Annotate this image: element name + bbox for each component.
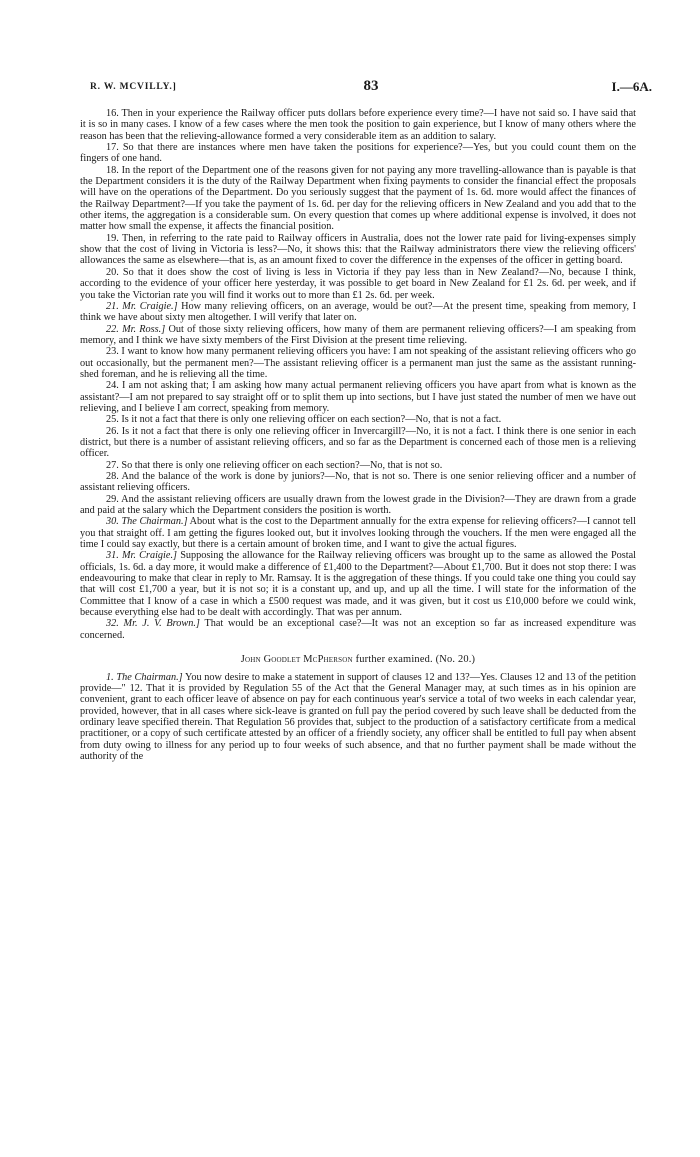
testimony-paragraph bbox=[80, 471, 636, 494]
testimony-paragraph bbox=[80, 380, 636, 414]
paragraph-text: 28. And the balance of the work is done by juniors?—No, that is not so. There is one senior relieving officer and a number of assistant relieving officers. bbox=[80, 471, 636, 494]
paragraph-text: 25. Is it not a fact that there is only one relieving officer on each section?—No, that is not a fact. bbox=[106, 414, 502, 426]
speaker-lead: 1. The Chairman.] bbox=[106, 671, 183, 683]
testimony-paragraph bbox=[80, 426, 636, 460]
testimony-paragraph bbox=[80, 346, 636, 380]
testimony-paragraph bbox=[80, 233, 636, 267]
testimony-paragraph bbox=[80, 460, 636, 471]
testimony-paragraph bbox=[80, 324, 636, 347]
testimony-paragraph bbox=[80, 494, 636, 517]
paragraph-text: 23. I want to know how many permanent relieving officers you have: I am not speaking of the assistant relieving officers who go out occasionally, but the permanent men?—The assistant relieving officer is a permanent man just the same as the assistant running-shed foreman, and he is relieving all the time. bbox=[80, 346, 636, 380]
testimony-paragraph bbox=[80, 516, 636, 550]
paragraph-text: 26. Is it not a fact that there is only one relieving officer in Invercargill?—No, it is not a fact. I think there is one senior in each district, but there is a number of assistant relieving officers, and so far as the Department is concerned each of those men is a relieving officer. bbox=[80, 425, 636, 460]
speaker-lead: 22. Mr. Ross.] bbox=[106, 323, 166, 335]
document-body bbox=[80, 108, 636, 762]
paragraph-text: You now desire to make a statement in support of clauses 12 and 13?—Yes. Clauses 12 and 13 of the petition provide—" 12. That it is provided by Regulation 55 of the Act that the General Manager may, at such times as in his opinion are convenient, grant to each officer leave of absence on pay for each continuous year's service a total of two weeks in each calendar year, provided, however, that in all cases where sick-leave is granted on full pay the period covered by such leave shall be deducted from the ordinary leave specified therein. That Regulation 56 provides that, subject to the production of a satisfactory certificate from a medical practitioner, or a copy of such certificate attested by an officer of a friendly society, any officer shall be entitled to full pay when absent from duty owing to illness for any period up to four weeks of such absence, and that no further payment shall be made without the authority of the bbox=[80, 671, 636, 762]
paragraph-text: 19. Then, in referring to the rate paid to Railway officers in Australia, does not the lower rate paid for living-expenses simply show that the cost of living in Victoria is less?—No, it shows this: that the Railway administrators there view the relieving officers' allowances the same as elsewhere—that is, as an amount fixed to cover the difference in the expenses of the officer in getting board. bbox=[80, 232, 636, 267]
document-reference: I.—6A. bbox=[611, 79, 652, 94]
header-witness-name: R. W. MCVILLY.] bbox=[90, 82, 177, 92]
speaker-lead: 32. Mr. J. V. Brown.] bbox=[106, 618, 200, 630]
testimony-paragraph bbox=[80, 142, 636, 165]
testimony-paragraph bbox=[80, 301, 636, 324]
page-header bbox=[90, 80, 652, 98]
witness-name: John Goodlet McPherson bbox=[240, 654, 353, 666]
paragraph-text: 20. So that it does show the cost of living is less in Victoria if they pay less than in New Zealand?—No, because I think, according to the evidence of your officer here yesterday, it was possible to get board in New Zealand for £1 2s. 6d. per week, and if you take the Victorian rate you will find it works out to more than £1 2s. 6d. per week. bbox=[80, 266, 636, 301]
section-heading-rest: further examined. (No. 20.) bbox=[352, 654, 476, 666]
testimony-paragraph bbox=[80, 550, 636, 618]
testimony-paragraph bbox=[80, 267, 636, 301]
speaker-lead: 30. The Chairman.] bbox=[106, 516, 188, 528]
testimony-list bbox=[80, 108, 636, 641]
testimony-paragraph bbox=[80, 618, 636, 641]
paragraph-text: 24. I am not asking that; I am asking how many actual permanent relieving officers you have apart from what is known as the assistant?—I am not prepared to say straight off or to split them up into sections, but I have just stated the number of men we have out relieving, and I believe I am correct, speaking from memory. bbox=[80, 380, 636, 414]
testimony-paragraph bbox=[80, 414, 636, 425]
paragraph-text: 17. So that there are instances where men have taken the positions for experience?—Yes, but you could count them on the fingers of one hand. bbox=[80, 142, 636, 165]
speaker-lead: 21. Mr. Craigie.] bbox=[106, 300, 178, 312]
paragraph-text: 29. And the assistant relieving officers are usually drawn from the lowest grade in the Division?—They are drawn from a grade and paid at the salary which the Department considers the position is worth. bbox=[80, 493, 636, 517]
page-number: 83 bbox=[363, 78, 379, 94]
paragraph-text: About what is the cost to the Department annually for the extra expense for relieving officers?—I cannot tell you that straight off. I am getting the figures looked out, but it involves looking through the vouchers. If the men were engaged all the time I could say exactly, but there is a certain amount of broken time, and I want to give the actual figures. bbox=[80, 516, 636, 551]
testimony-paragraph bbox=[80, 108, 636, 142]
speaker-lead: 31. Mr. Craigie.] bbox=[106, 550, 178, 562]
testimony-paragraph bbox=[80, 165, 636, 233]
paragraph-text: That would be an exceptional case?—It was not an exception so far as increased expenditure was concerned. bbox=[80, 618, 636, 641]
paragraph-text: 18. In the report of the Department one of the reasons given for not paying any more travelling-allowance than is payable is that the Department considers it is the duty of the Railway Department when fixing payments to consider the financial effect the proposals will have on the operations of the Department. Do you seriously suggest that the payment of 1s. 6d. more would affect the finances of the Railway Department?—If you take the payment of 1s. 6d. per day for the relieving officers in New Zealand and you add that to the other items, the aggregation is a considerable sum. On every question that comes up where additional expense is involved, it does not matter how small the expense, it affects the financial position. bbox=[80, 164, 636, 233]
paragraph-text: 27. So that there is only one relieving officer on each section?—No, that is not so. bbox=[106, 459, 443, 471]
paragraph-text: Supposing the allowance for the Railway relieving officers was brought up to the same as allowed the Postal officials, 1s. 6d. a day more, it would make a difference of £1,400 to the Department?—About £1,700. But it does not stop there: I was endeavouring to make that clear in reply to Mr. Ramsay. It is the aggregation of these things. If you could take one thing you could say that will cost £1,700 a year, but it is not so; it is a constant up, and up, and up all the time. I will state for the information of the Committee that I know of a case in which a £500 request was made, and it was given, but it cost us £10,000 before we could wink, because everything else had to be dealt with accordingly. That was per annum. bbox=[80, 550, 637, 619]
final-paragraph bbox=[80, 672, 636, 763]
section-heading bbox=[80, 654, 636, 665]
paragraph-text: Out of those sixty relieving officers, how many of them are permanent relieving officers?—I am speaking from memory, and I think we have sixty members of the First Division at the present time relieving. bbox=[80, 323, 636, 346]
paragraph-text: 16. Then in your experience the Railway officer puts dollars before experience every time?—I have not said so. I have said that it is so in many cases. I know of a few cases where the men took the position to gain experience, but I know of many others where the reason has been that the relieving-allowance formed a very considerable item as an addition to salary. bbox=[80, 108, 636, 142]
paragraph-text: How many relieving officers, on an average, would be out?—At the present time, speaking from memory, I think we have about sixty men altogether. I will verify that later on. bbox=[80, 300, 636, 324]
